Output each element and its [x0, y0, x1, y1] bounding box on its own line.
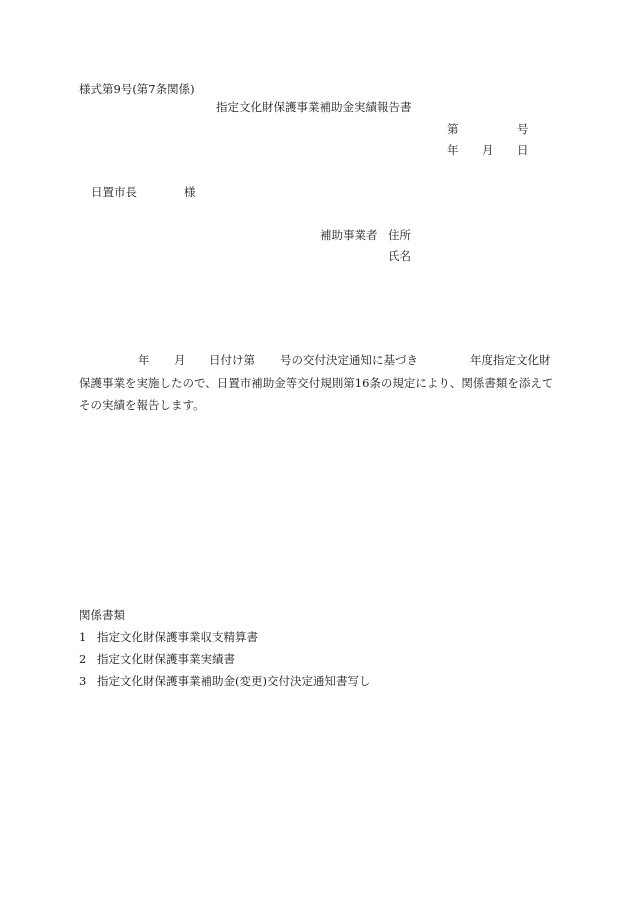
body-year: 年: [138, 353, 150, 367]
addressee-honorific: 様: [184, 185, 196, 199]
document-title: 指定文化財保護事業補助金実績報告書: [216, 100, 412, 114]
body-basis: 号の交付決定通知に基づき: [280, 353, 418, 367]
body-line-3: その実績を報告します。: [79, 398, 205, 412]
attachment-item-label: 指定文化財保護事業収支精算書: [97, 630, 258, 644]
applicant-address-label: 住所: [388, 228, 411, 242]
attachment-item-number: 2: [79, 652, 87, 666]
date-year: 年: [447, 143, 459, 157]
date-month: 月: [482, 143, 494, 157]
form-number: 様式第9号(第7条関係): [79, 82, 195, 96]
attachment-item-label: 指定文化財保護事業実績書: [97, 652, 235, 666]
attachment-item-number: 1: [79, 630, 87, 644]
attachment-item-number: 3: [79, 674, 87, 688]
body-line-2: 保護事業を実施したので、日置市補助金等交付規則第16条の規定により、関係書類を添えて: [79, 376, 554, 390]
date-day: 日: [517, 143, 529, 157]
body-month: 月: [174, 353, 186, 367]
doc-number-suffix: 号: [517, 122, 529, 136]
attachment-item-label: 指定文化財保護事業補助金(変更)交付決定通知書写し: [97, 674, 371, 688]
applicant-name-label: 氏名: [388, 249, 411, 263]
body-day-number: 日付け第: [209, 353, 255, 367]
addressee-name: 日置市長: [91, 185, 137, 199]
body-fiscal-year: 年度指定文化財: [470, 353, 551, 367]
attachments-heading: 関係書類: [79, 608, 125, 622]
applicant-role: 補助事業者: [320, 228, 378, 242]
doc-number-prefix: 第: [447, 122, 459, 136]
